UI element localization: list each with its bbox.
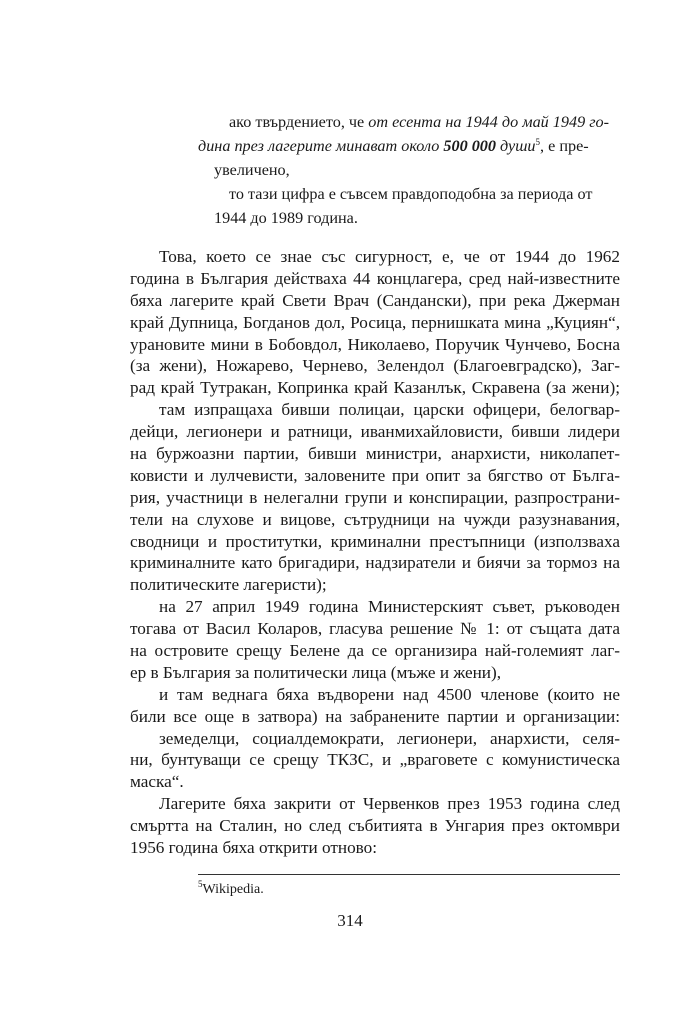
body-line: Лагерите бяха закрити от Червенков през 1953 година след: [159, 794, 620, 813]
body-line: рия, участници в нелегални групи и конспирации, разпространи-: [130, 488, 620, 507]
quote-italic-text: дина през лагерите минават около: [198, 137, 444, 155]
body-line: ковисти и лулчевисти, заловените при опит за бягство от Бълга-: [130, 466, 620, 485]
body-line: там изпращаха бивши полицаи, царски офицери, белогвар-: [159, 400, 620, 419]
footnote-reference[interactable]: 5: [535, 137, 541, 147]
body-line: на буржоазни партии, бивши министри, анархисти, николапет-: [130, 444, 620, 463]
body-line: Това, което се знае със сигурност, е, че от 1944 до 1962: [159, 247, 620, 266]
quote-line-2: [198, 134, 589, 158]
body-line: тели на слухове и вицове, сътрудници на чужди разузнавания,: [130, 510, 620, 529]
body-line: и там веднага бяха въдворени над 4500 членове (които не: [159, 685, 620, 704]
body-line: урановите мини в Бобовдол, Николаево, Поручик Чунчево, Босна: [130, 335, 620, 354]
footnote: [198, 880, 264, 900]
body-line: дейци, легионери и ратници, иванмихайловисти, бивши лидери: [130, 422, 620, 441]
body-line: криминалните като бригадири, надзиратели и биячи за тормоз на: [130, 553, 620, 572]
body-line: ер в България за политически лица (мъже и жени),: [130, 663, 502, 682]
body-line: бяха лагерите край Свети Врач (Сандански), при река Джерман: [130, 291, 620, 310]
quote-line-5: 1944 до 1989 година.: [214, 209, 358, 227]
footnote-divider: [198, 874, 620, 875]
body-line: земеделци, социалдемократи, легионери, анархисти, селя-: [159, 729, 620, 748]
quote-text: , е пре-: [540, 137, 589, 155]
body-line: рад край Тутракан, Копринка край Казанлък, Скравена (за жени);: [130, 378, 620, 397]
quote-line-4: то тази цифра е съвсем правдоподобна за периода от: [229, 185, 593, 203]
footnote-marker: 5: [198, 879, 203, 889]
page-number: 314: [337, 911, 363, 930]
quote-italic-text: от есента на 1944 до май 1949 го-: [368, 113, 610, 131]
body-line: на островите срещу Белене да се организира най-големият лаг-: [130, 641, 620, 660]
body-line: сводници и проститутки, криминални престъпници (използваха: [130, 532, 620, 551]
footnote-text: Wikipedia.: [202, 882, 264, 897]
body-line: били все още в затвора) на забранените партии и организации:: [130, 707, 620, 726]
quote-bold-number: 500 000: [443, 137, 496, 155]
quote-line-1: [229, 110, 609, 134]
body-line: маска“.: [130, 772, 184, 791]
quote-text: ако твърдението, че: [229, 113, 369, 131]
quote-italic-text: души: [495, 137, 536, 155]
body-line: политическите лагеристи);: [130, 575, 327, 594]
body-line: ни, бунтуващи се срещу ТКЗС, и „враговете с комунистическа: [130, 750, 620, 769]
body-line: година в България действаха 44 концлагера, сред най-известните: [130, 269, 620, 288]
body-line: тогава от Васил Коларов, гласува решение № 1: от същата дата: [130, 619, 620, 638]
body-line: край Дупница, Богданов дол, Росица, пернишката мина „Куциян“,: [130, 313, 620, 332]
quote-line-3: увеличено,: [214, 161, 290, 179]
body-line: 1956 година бяха открити отново:: [130, 838, 378, 857]
body-line: на 27 април 1949 година Министерският съвет, ръководен: [159, 597, 620, 616]
body-line: смъртта на Сталин, но след събитията в Унгария през октомври: [130, 816, 620, 835]
body-line: (за жени), Ножарево, Чернево, Зелендол (Благоевградско), Заг-: [130, 356, 620, 375]
